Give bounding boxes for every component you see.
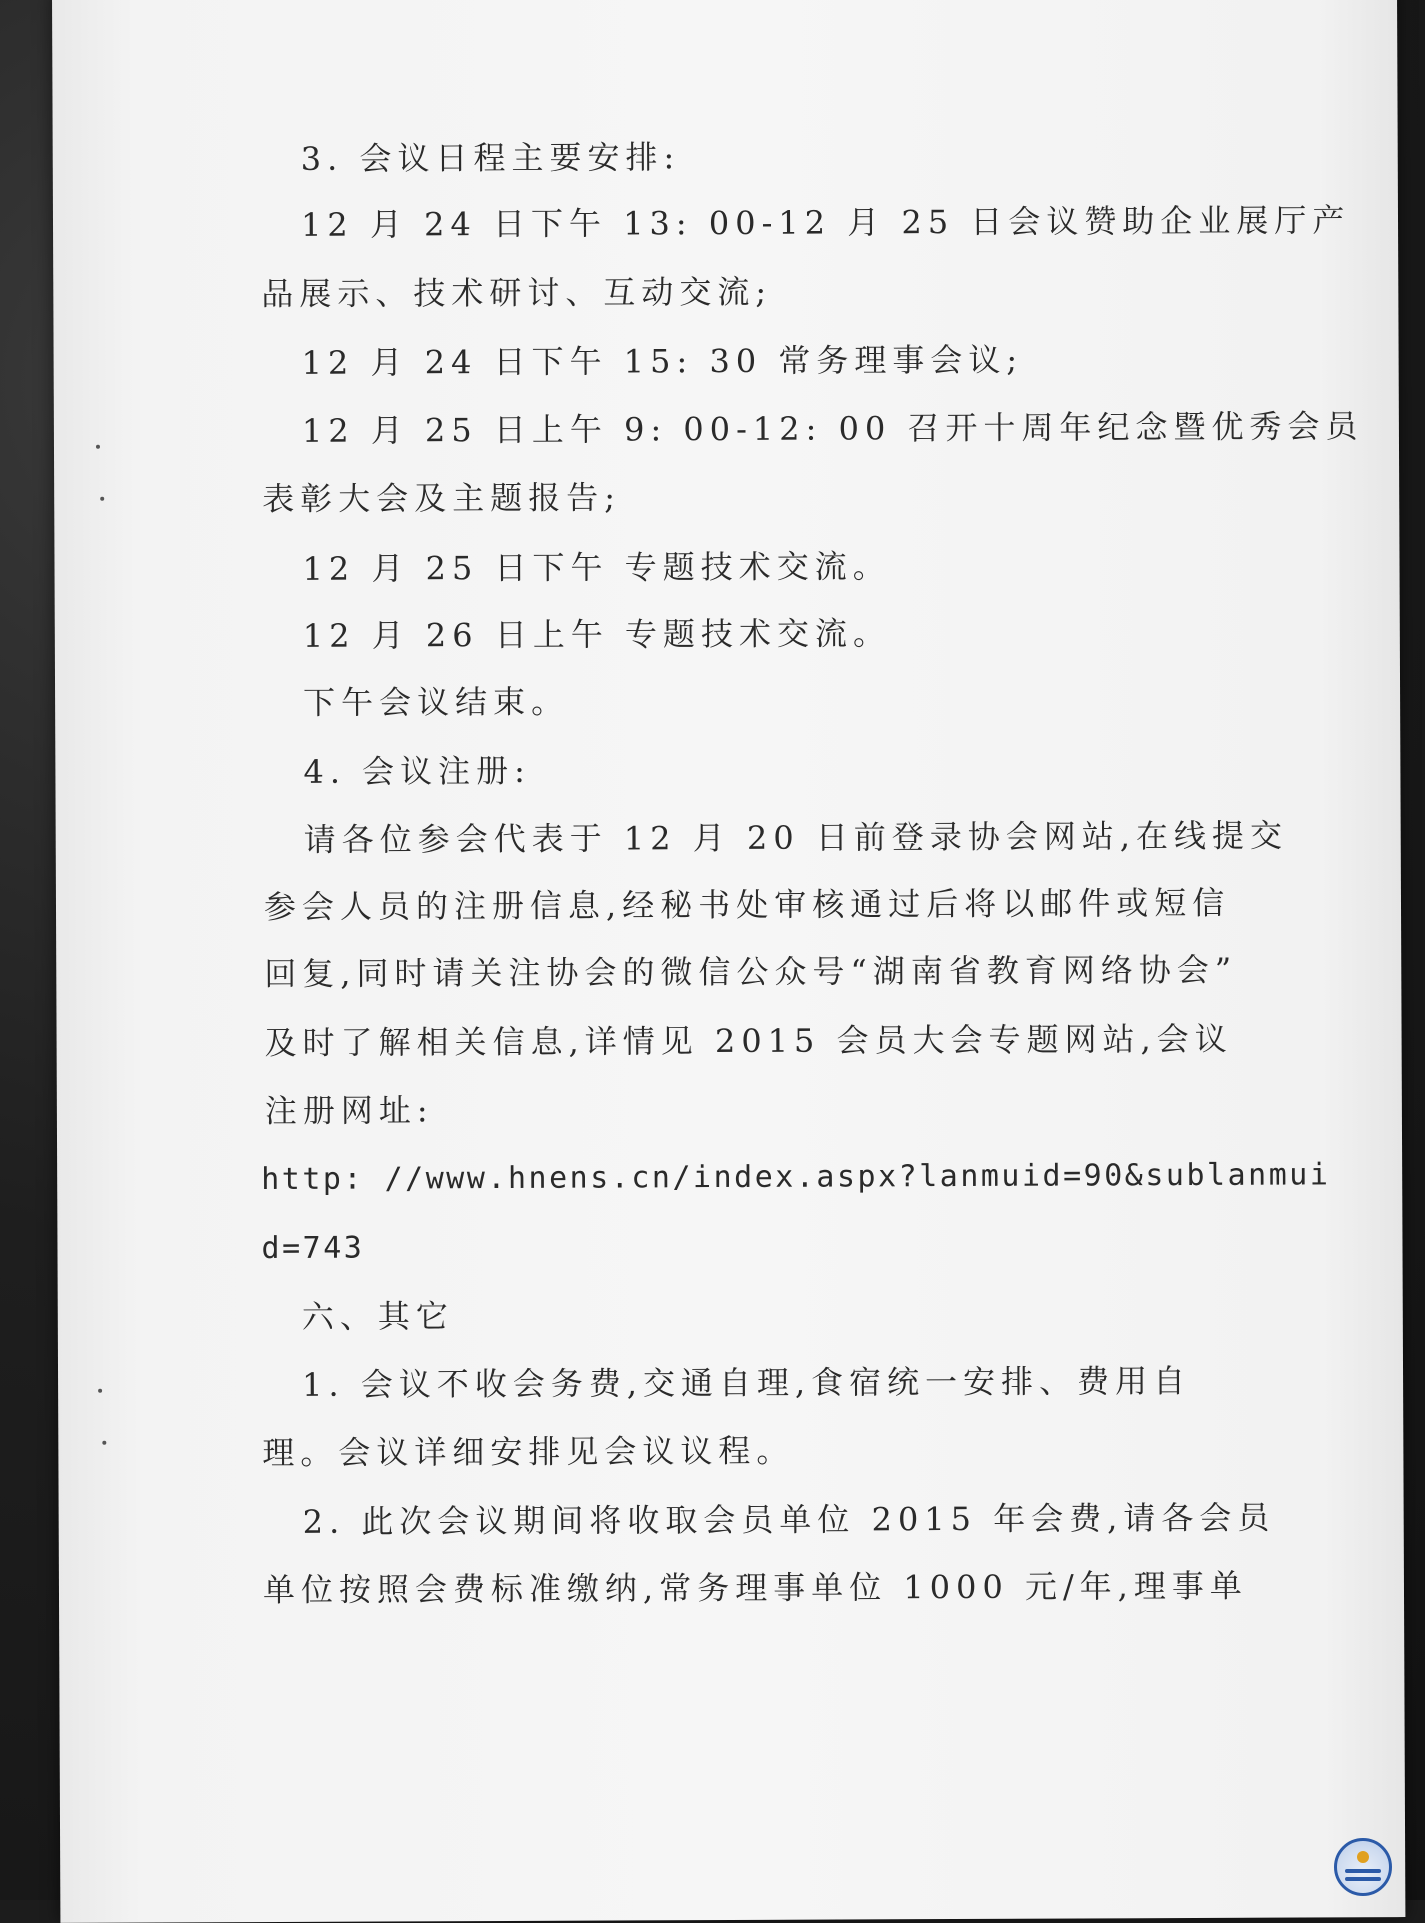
doc-line-13: 回复,同时请关注协会的微信公众号“湖南省教育网络协会” — [264, 950, 1238, 994]
paper-speck — [98, 1389, 102, 1393]
doc-line-5: 12 月 25 日上午 9: 00-12: 00 召开十周年纪念暨优秀会员 — [301, 407, 1364, 450]
doc-line-2: 12 月 24 日下午 13: 00-12 月 25 日会议赞助企业展厅产 — [300, 201, 1351, 244]
doc-line-8: 12 月 26 日上午 专题技术交流。 — [302, 614, 892, 655]
doc-line-21: 2. 此次会议期间将收取会员单位 2015 年会费,请各会员 — [302, 1498, 1276, 1541]
paper-speck — [100, 497, 104, 501]
doc-line-15: 注册网址: — [264, 1091, 434, 1131]
doc-line-14: 及时了解相关信息,详情见 2015 会员大会专题网站,会议 — [264, 1019, 1233, 1063]
doc-line-11: 请各位参会代表于 12 月 20 日前登录协会网站,在线提交 — [303, 816, 1289, 859]
association-seal-icon — [1334, 1838, 1392, 1896]
doc-line-7: 12 月 25 日下午 专题技术交流。 — [302, 547, 891, 588]
seal-wave — [1345, 1877, 1381, 1881]
doc-line-12: 参会人员的注册信息,经秘书处审核通过后将以邮件或短信 — [263, 883, 1231, 927]
doc-line-1: 3. 会议日程主要安排: — [300, 138, 681, 178]
doc-line-22: 单位按照会费标准缴纳,常务理事单位 1000 元/年,理事单 — [262, 1566, 1248, 1610]
doc-line-10: 4. 会议注册: — [303, 751, 531, 791]
seal-sun-icon — [1357, 1851, 1369, 1863]
paper-speck — [102, 1441, 106, 1445]
doc-line-20: 理。会议详细安排见会议议程。 — [262, 1431, 795, 1473]
doc-line-9: 下午会议结束。 — [303, 682, 570, 722]
section-heading-other: 六、其它 — [301, 1297, 454, 1336]
doc-line-6: 表彰大会及主题报告; — [262, 478, 622, 519]
doc-line-4: 12 月 24 日下午 15: 30 常务理事会议; — [301, 340, 1024, 382]
seal-wave — [1345, 1869, 1381, 1873]
doc-line-3: 品展示、技术研讨、互动交流; — [261, 272, 773, 314]
paper-sheet — [52, 0, 1405, 1923]
doc-line-19: 1. 会议不收会务费,交通自理,食宿统一安排、费用自 — [301, 1361, 1192, 1404]
registration-url-line-2: d=743 — [261, 1230, 365, 1267]
paper-speck — [96, 445, 100, 449]
registration-url-line-1: http: //www.hnens.cn/index.aspx?lanmuid=90&sublanmui — [261, 1157, 1331, 1198]
